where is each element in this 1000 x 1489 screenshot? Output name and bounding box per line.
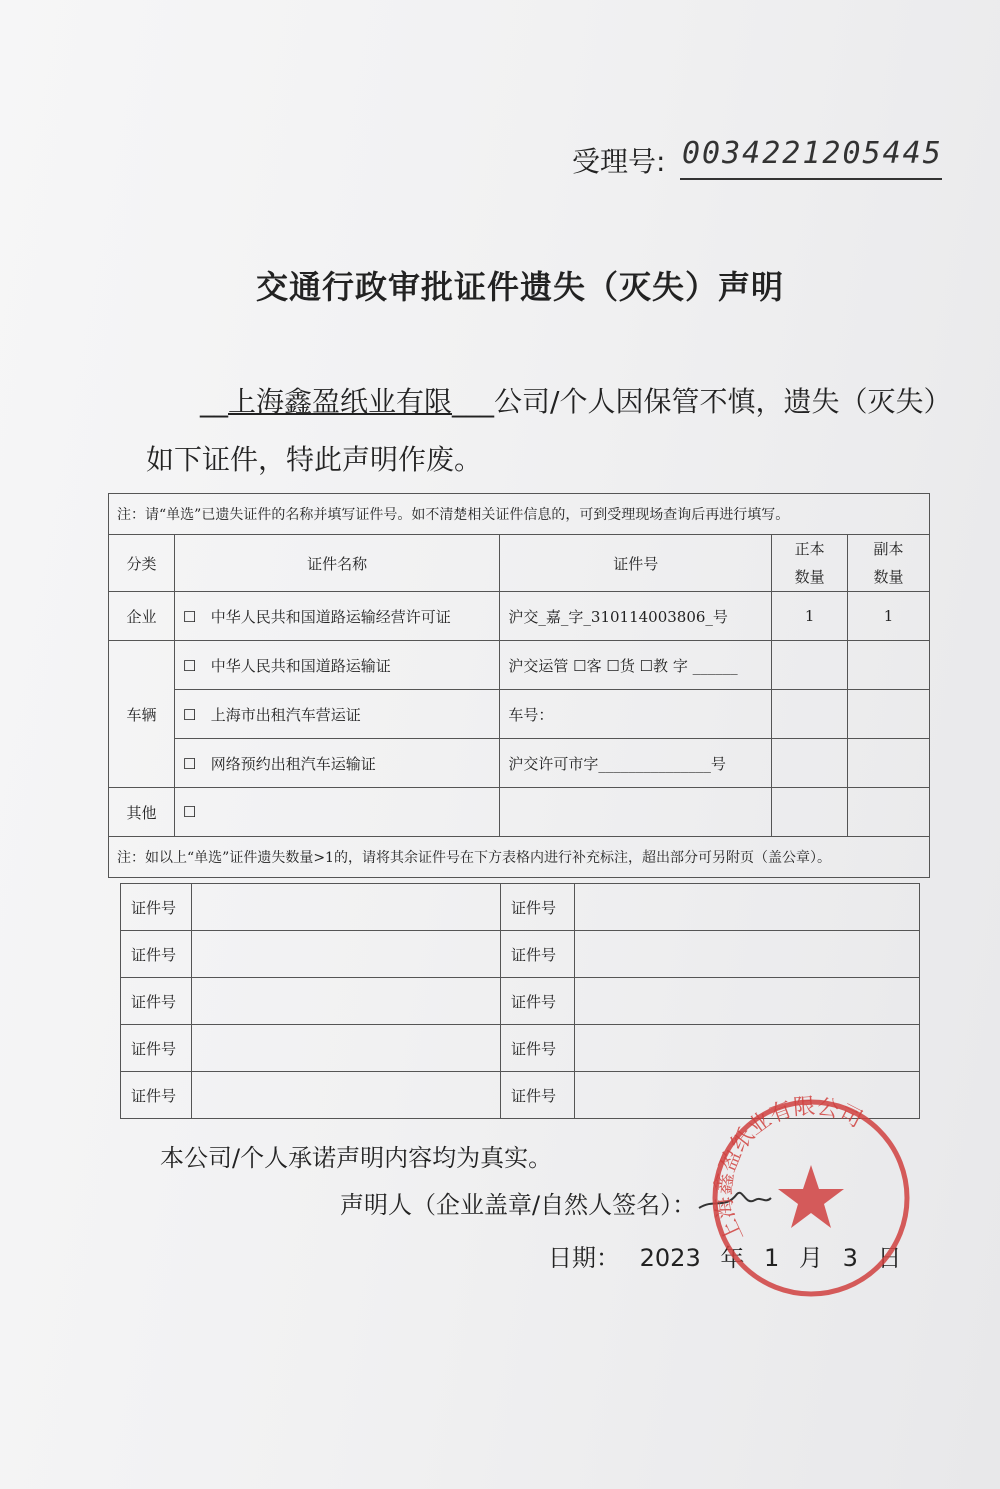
checkbox[interactable]: ☐ — [182, 705, 197, 724]
original-count — [772, 739, 848, 788]
header-cert-name: 证件名称 — [174, 535, 499, 592]
seal-text: 上海鑫盈纸业有限公司 — [711, 1094, 866, 1246]
checkbox[interactable]: ☐ — [182, 754, 197, 773]
cert-name-cell: ☐ 中华人民共和国道路运输证 — [174, 641, 499, 690]
header-original: 正本 数量 — [772, 535, 848, 592]
copy-count: 1 — [848, 592, 930, 641]
table-row — [109, 788, 930, 837]
copy-count — [848, 788, 930, 837]
company-seal — [706, 1093, 916, 1303]
copy-count — [848, 690, 930, 739]
table-row — [109, 592, 930, 641]
header-row — [109, 535, 930, 592]
cert-name-cell — [174, 788, 499, 837]
intro-line-2: 如下证件，特此声明作废。 — [146, 443, 483, 476]
cert-no-label: 证件号 — [121, 1025, 192, 1072]
checkbox[interactable]: ☐ — [182, 803, 197, 821]
cert-number-cell — [500, 788, 772, 837]
cert-no-label: 证件号 — [121, 884, 192, 931]
table-row — [121, 931, 920, 978]
original-count: 1 — [772, 592, 848, 641]
header-cert-no: 证件号 — [500, 535, 772, 592]
seal-star-icon — [778, 1165, 844, 1228]
acceptance-label: 受理号: — [572, 145, 666, 178]
cert-number-cell: 车号： — [500, 690, 772, 739]
copy-count — [848, 739, 930, 788]
cert-number-cell: 沪交许可市字_______________号 — [500, 739, 772, 788]
original-count — [772, 788, 848, 837]
cert-no-label: 证件号 — [121, 1072, 192, 1119]
company-name: 上海鑫盈纸业有限 — [228, 385, 453, 418]
table-row — [121, 884, 920, 931]
cert-number-cell: 沪交_嘉_字_310114003806_号 — [500, 592, 772, 641]
table-row — [121, 1025, 920, 1072]
cert-no-field[interactable] — [574, 978, 919, 1025]
note-2: 注：如以上“单选”证件遗失数量>1的，请将其余证件号在下方表格内进行补充标注，超出部分可另附页（盖公章）。 — [109, 837, 930, 878]
cert-no-field[interactable] — [191, 884, 500, 931]
pledge-text: 本公司/个人承诺声明内容均为真实。 — [160, 1144, 553, 1172]
certificate-table — [108, 493, 930, 878]
signer-label: 声明人（企业盖章/自然人签名）： — [340, 1191, 697, 1219]
acceptance-number — [572, 136, 943, 180]
checkbox[interactable]: ☐ — [182, 607, 197, 626]
cert-no-field[interactable] — [191, 931, 500, 978]
intro-suffix: 公司/个人因保管不慎，遗失（灭失） — [494, 385, 952, 418]
cert-no-field[interactable] — [574, 884, 919, 931]
svg-text:上海鑫盈纸业有限公司 — [711, 1094, 866, 1245]
cert-no-label: 证件号 — [501, 1025, 575, 1072]
acceptance-value: 0034221205445 — [682, 136, 943, 171]
cert-no-label: 证件号 — [501, 978, 575, 1025]
intro-line-1: __上海鑫盈纸业有限___公司/个人因保管不慎，遗失（灭失） — [200, 385, 952, 418]
cert-no-field[interactable] — [574, 1025, 919, 1072]
cert-no-label: 证件号 — [501, 1072, 575, 1119]
checkbox[interactable]: ☐ — [182, 656, 197, 675]
acceptance-underline — [680, 178, 942, 180]
table-row — [109, 739, 930, 788]
cert-name-cell: ☐ 中华人民共和国道路运输经营许可证 — [174, 592, 499, 641]
note-1: 注：请“单选”已遗失证件的名称并填写证件号。如不清楚相关证件信息的，可到受理现场查询后再进行填写。 — [109, 494, 930, 535]
header-category: 分类 — [109, 535, 175, 592]
cert-number-cell: 沪交运管 ☐客 ☐货 ☐教 字 ______ — [500, 641, 772, 690]
cert-name-cell: ☐ 网络预约出租汽车运输证 — [174, 739, 499, 788]
header-copy: 副本 数量 — [848, 535, 930, 592]
category-enterprise: 企业 — [109, 592, 175, 641]
original-count — [772, 641, 848, 690]
cert-name-cell: ☐ 上海市出租汽车营运证 — [174, 690, 499, 739]
cert-no-label: 证件号 — [121, 978, 192, 1025]
table-row — [121, 978, 920, 1025]
cert-no-label: 证件号 — [121, 931, 192, 978]
cert-no-field[interactable] — [574, 931, 919, 978]
extra-cert-table — [120, 883, 920, 1119]
date-month: 1 — [764, 1244, 780, 1272]
cert-no-label: 证件号 — [501, 931, 575, 978]
cert-no-field[interactable] — [191, 1072, 500, 1119]
date-day: 3 — [842, 1244, 858, 1272]
table-row — [109, 641, 930, 690]
document-title: 交通行政审批证件遗失（灭失）声明 — [255, 268, 784, 306]
date-label: 日期： — [548, 1244, 620, 1272]
cert-no-label: 证件号 — [501, 884, 575, 931]
cert-no-field[interactable] — [191, 1025, 500, 1072]
copy-count — [848, 641, 930, 690]
category-vehicle: 车辆 — [109, 641, 175, 788]
date-year: 2023 — [639, 1244, 701, 1272]
date-line: 日期： 2023 年 1 月 3 日 — [548, 1244, 902, 1272]
table-row — [109, 690, 930, 739]
cert-no-field[interactable] — [191, 978, 500, 1025]
original-count — [772, 690, 848, 739]
category-other: 其他 — [109, 788, 175, 837]
